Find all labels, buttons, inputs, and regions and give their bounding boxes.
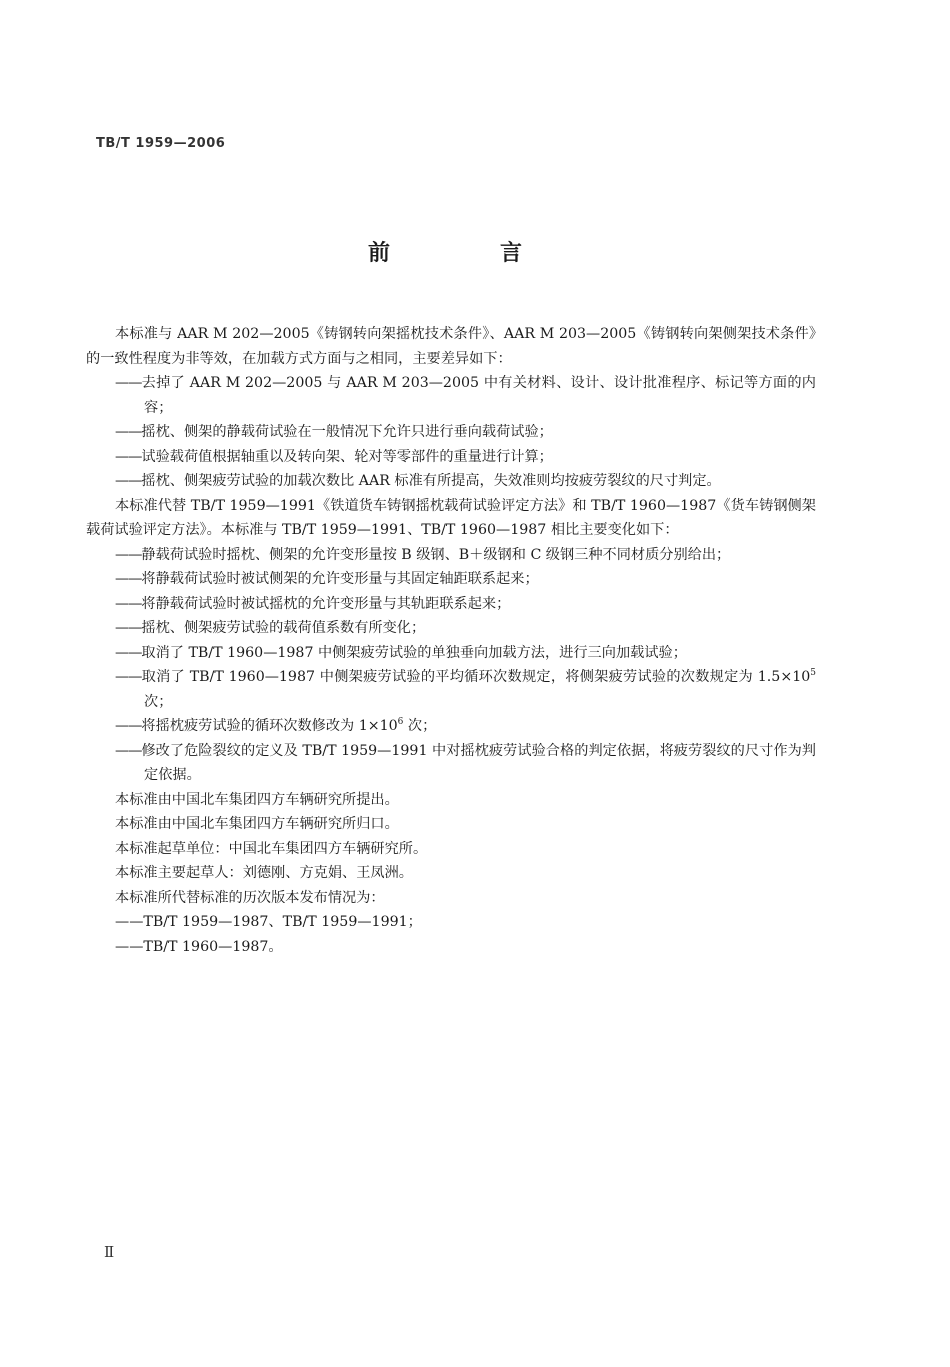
list-item: ——TB/T 1959—1987、TB/T 1959—1991； bbox=[115, 914, 422, 930]
paragraph-proposer: 本标准由中国北车集团四方车辆研究所提出。 bbox=[115, 791, 399, 808]
list-item: ——摇枕、侧架的静载荷试验在一般情况下允许只进行垂向载荷试验； bbox=[115, 424, 553, 440]
list-item: ——将静载荷试验时被试摇枕的允许变形量与其轨距联系起来； bbox=[115, 595, 511, 612]
list-item: ——去掉了 AAR M 202—2005 与 AAR M 203—2005 中有关材料、设计、设计批准程序、标记等方面的内容； bbox=[115, 375, 816, 416]
list-item: ——试验载荷值根据轴重以及转向架、轮对等零部件的重量进行计算； bbox=[115, 448, 553, 465]
list-item: ——将摇枕疲劳试验的循环次数修改为 $1\times 10^6$ 次； bbox=[115, 717, 437, 734]
paragraph-history: 本标准所代替标准的历次版本发布情况为： bbox=[115, 889, 385, 906]
paragraph-drafting-unit: 本标准起草单位：中国北车集团四方车辆研究所。 bbox=[115, 840, 428, 857]
standard-code: TB/T 1959—2006 bbox=[96, 136, 226, 151]
paragraph-replaces: 本标准代替 TB/T 1959—1991《铁道货车铸钢摇枕载荷试验评定方法》和 TB/T 1960—1987《货车铸钢侧架载荷试验评定方法》。本标准与 TB/T 1959—1991、TB/T 1960—1987 相比主要变化如下： bbox=[86, 497, 816, 538]
paragraph-centralized: 本标准由中国北车集团四方车辆研究所归口。 bbox=[115, 816, 399, 832]
list-item: ——取消了 TB/T 1960—1987 中侧架疲劳试验的单独垂向加载方法，进行三向加载试验； bbox=[115, 644, 687, 661]
list-item: ——静载荷试验时摇枕、侧架的允许变形量按 B 级钢、B＋级钢和 C 级钢三种不同材质分别给出； bbox=[115, 546, 731, 563]
paragraph-intro: 本标准与 AAR M 202—2005《铸钢转向架摇枕技术条件》、AAR M 203—2005《铸钢转向架侧架技术条件》的一致性程度为非等效，在加载方式方面与之相同，主要差异如下： bbox=[86, 326, 816, 367]
page-number: Ⅱ bbox=[104, 1243, 115, 1261]
list-item: ——摇枕、侧架疲劳试验的载荷值系数有所变化； bbox=[115, 620, 426, 636]
paragraph-drafters: 本标准主要起草人：刘德刚、方克娟、王凤洲。 bbox=[115, 865, 413, 881]
list-item: ——将静载荷试验时被试侧架的允许变形量与其固定轴距联系起来； bbox=[115, 571, 539, 587]
list-item: ——摇枕、侧架疲劳试验的加载次数比 AAR 标准有所提高，失效准则均按疲劳裂纹的尺寸判定。 bbox=[115, 473, 721, 489]
list-item: ——修改了危险裂纹的定义及 TB/T 1959—1991 中对摇枕疲劳试验合格的判定依据，将疲劳裂纹的尺寸作为判定依据。 bbox=[115, 742, 816, 783]
foreword-body bbox=[86, 322, 816, 959]
page-title: 前 言 bbox=[367, 241, 566, 266]
list-item: ——取消了 TB/T 1960—1987 中侧架疲劳试验的平均循环次数规定，将侧架疲劳试验的次数规定为 $1.5\times 10^5$ 次； bbox=[115, 668, 816, 710]
list-item: ——TB/T 1960—1987。 bbox=[115, 938, 283, 955]
